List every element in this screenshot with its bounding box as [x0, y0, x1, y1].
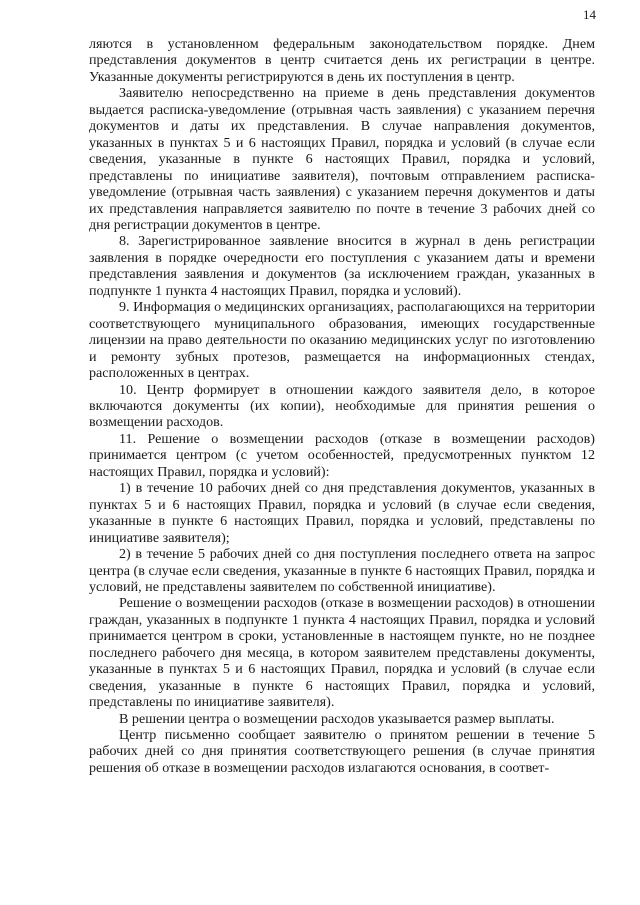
paragraph-subitem-2: 2) в течение 5 рабочих дней со дня поступления последнего ответа на запрос центра (в случае если сведения, указанные в пункте 6 настоящих Правил, порядка и условий, не представлены заявителем по собственной инициативе).: [89, 546, 595, 595]
paragraph-receipt-notice: Заявителю непосредственно на приеме в день представления документов выдается расписка-уведомление (отрывная часть заявления) с указанием перечня документов и даты их представления. В случае направления документов, указанных в пунктах 5 и 6 настоящих Правил, порядка и условий (в случае если сведения, указанные в пункте 6 настоящих Правил, порядка и условий, представлены по инициативе заявителя), почтовым отправлением расписка-уведомление (отрывная часть заявления) с указанием перечня документов и даты их представления направляется заявителю по почте в течение 3 рабочих дней со дня регистрации документов в центре.: [89, 85, 595, 233]
paragraph-continuation: ляются в установленном федеральным законодательством порядке. Днем представления документов в центр считается день их регистрации в центре. Указанные документы регистрируются в день их поступления в центр.: [89, 36, 595, 85]
paragraph-subitem-1: 1) в течение 10 рабочих дней со дня представления документов, указанных в пунктах 5 и 6 настоящих Правил, порядка и условий (в случае если сведения, указанные в пункте 6 настоящих Правил, порядка и условий, представлены по инициативе заявителя);: [89, 480, 595, 546]
page-number: 14: [583, 7, 596, 22]
paragraph-decision-deadline: Решение о возмещении расходов (отказе в возмещении расходов) в отношении граждан, указанных в подпункте 1 пункта 4 настоящих Правил, порядка и условий принимается центром в сроки, установленные в настоящем пункте, но не позднее последнего рабочего дня месяца, в котором заявителем представлены документы, указанные в пунктах 5 и 6 настоящих Правил, порядка и условий (в случае если сведения, указанные в пункте 6 настоящих Правил, порядка и условий, представлены по инициативе заявителя).: [89, 595, 595, 711]
paragraph-item-11: 11. Решение о возмещении расходов (отказе в возмещении расходов) принимается центром (с учетом особенностей, предусмотренных пунктом 12 настоящих Правил, порядка и условий):: [89, 430, 595, 480]
document-body: [89, 36, 595, 776]
paragraph-notification: Центр письменно сообщает заявителю о принятом решении в течение 5 рабочих дней со дня принятия соответствующего решения (в случае принятия решения об отказе в возмещении расходов излагаются основания, в соответ-: [89, 727, 595, 776]
paragraph-item-9: 9. Информация о медицинских организациях, располагающихся на территории соответствующего муниципального образования, имеющих государственные лицензии на право деятельности по оказанию медицинских услуг по изготовлению и ремонту зубных протезов, размещается на информационных стендах, расположенных в центрах.: [89, 299, 595, 382]
paragraph-payment-amount: В решении центра о возмещении расходов указывается размер выплаты.: [119, 710, 555, 727]
paragraph-item-8: 8. Зарегистрированное заявление вносится в журнал в день регистрации заявления в порядке очередности его поступления с указанием даты и времени представления заявления и документов (за исключением граждан, указанных в подпункте 1 пункта 4 настоящих Правил, порядка и условий).: [89, 233, 595, 299]
paragraph-item-10: 10. Центр формирует в отношении каждого заявителя дело, в которое включаются документы (их копии), необходимые для принятия решения о возмещении расходов.: [89, 381, 595, 431]
